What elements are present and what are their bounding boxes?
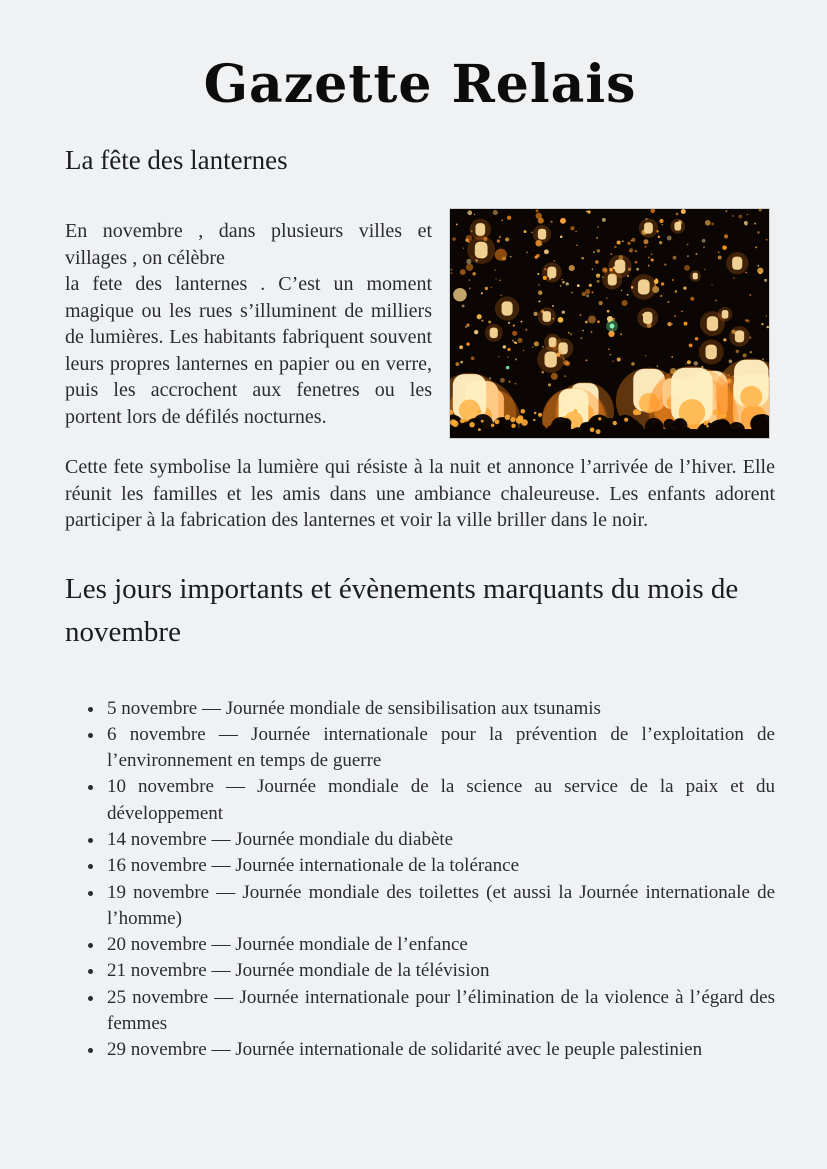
lanternes-article-row	[65, 208, 775, 439]
lanternes-heading: La fête des lanternes	[65, 145, 288, 175]
list-item: • 14 novembre — Journée mondiale du diabète	[105, 827, 775, 853]
events-list	[65, 696, 775, 1064]
events-heading: Les jours importants et évènements marquants du mois de novembre	[65, 572, 739, 648]
lanternes-text-column	[65, 218, 432, 430]
list-item: • 10 novembre — Journée mondiale de la science au service de la paix et du développement	[105, 774, 775, 827]
section-lanternes	[65, 142, 775, 534]
list-item: • 29 novembre — Journée internationale de solidarité avec le peuple palestinien	[105, 1037, 775, 1063]
paragraph-1-line-2: la fete des lanternes . C’est un moment magique ou les rues s’illuminent de milliers de lumières. Les habitants fabriquent souvent leurs propres lanternes en papier ou en verre, puis les accrochent aux fenetres ou les portent lors de défilés nocturnes.	[65, 273, 432, 428]
list-item: • 25 novembre — Journée internationale pour l’élimination de la violence à l’égard des femmes	[105, 985, 775, 1038]
paragraph-1-line-1: En novembre , dans plusieurs villes et villages , on célèbre	[65, 220, 432, 269]
section-events	[65, 568, 775, 1064]
page-title: Gazette Relais	[203, 54, 637, 115]
lanternes-paragraph-1	[65, 218, 432, 430]
lanternes-paragraph-2: Cette fete symbolise la lumière qui résiste à la nuit et annonce l’arrivée de l’hiver. Elle réunit les familles et les amis dans une ambiance chaleureuse. Les enfants adorent participer à la fabrication des lanternes et voir la ville briller dans le noir.	[65, 456, 775, 531]
list-item: • 19 novembre — Journée mondiale des toilettes (et aussi la Journée internationale de l’homme)	[105, 880, 775, 933]
list-item: • 16 novembre — Journée internationale de la tolérance	[105, 853, 775, 879]
sky-lanterns-illustration	[450, 209, 769, 438]
list-item: • 20 novembre — Journée mondiale de l’enfance	[105, 932, 775, 958]
list-item: • 5 novembre — Journée mondiale de sensibilisation aux tsunamis	[105, 696, 775, 722]
list-item: • 21 novembre — Journée mondiale de la télévision	[105, 958, 775, 984]
list-item: • 6 novembre — Journée internationale pour la prévention de l’exploitation de l’environnement en temps de guerre	[105, 722, 775, 775]
sky-lanterns-photo	[449, 208, 770, 439]
